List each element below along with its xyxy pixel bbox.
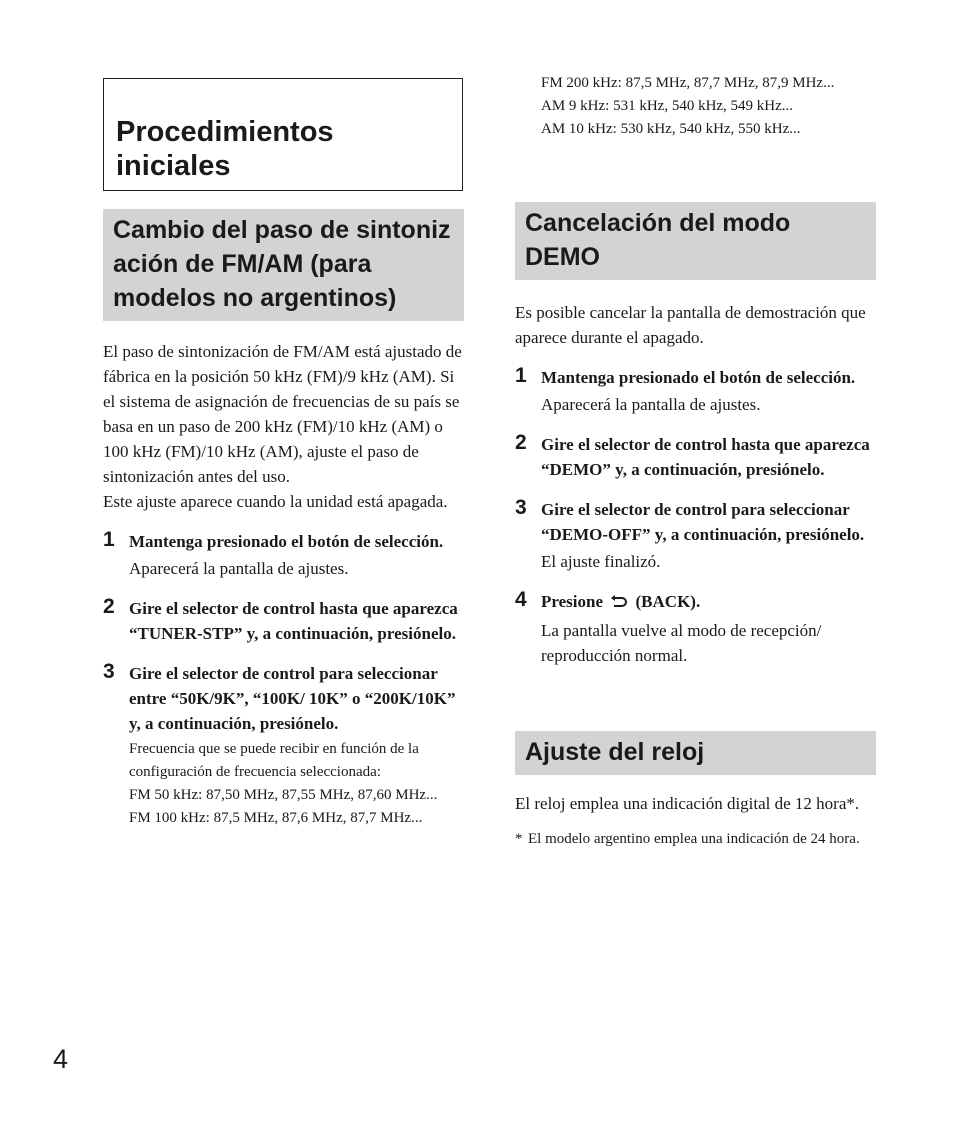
clock-heading: Ajuste del reloj [515, 731, 876, 775]
tuning-step-2 [103, 596, 465, 646]
step-title: Gire el selector de control para seleccionar entre “50K/9K”, “100K/ 10K” o “200K/10K” y, a continuación, presiónelo. [129, 664, 456, 733]
demo-step-4 [515, 589, 877, 668]
step-number: 1 [103, 528, 115, 551]
right-column [515, 72, 877, 851]
tuning-intro-note: Este ajuste aparece cuando la unidad está apagada. [103, 492, 448, 511]
step-number: 4 [515, 588, 527, 611]
frequency-am-9: AM 9 kHz: 531 kHz, 540 kHz, 549 kHz... [541, 98, 794, 114]
frequency-fm-100: FM 100 kHz: 87,5 MHz, 87,6 MHz, 87,7 MHz... [129, 810, 423, 826]
step-description: El ajuste finalizó. [541, 552, 661, 571]
step-number: 3 [515, 496, 527, 519]
frequency-am-10: AM 10 kHz: 530 kHz, 540 kHz, 550 kHz... [541, 121, 801, 137]
demo-step-2 [515, 432, 877, 482]
tuning-step-heading: Cambio del paso de sintoniz ación de FM/AM (para modelos no argentinos) [103, 209, 464, 321]
demo-heading: Cancelación del modo DEMO [515, 202, 876, 280]
tuning-step-1 [103, 529, 465, 581]
step-title: Mantenga presionado el botón de selección. [129, 532, 444, 551]
step-number: 1 [515, 364, 527, 387]
frequency-fm-200: FM 200 kHz: 87,5 MHz, 87,7 MHz, 87,9 MHz... [541, 75, 835, 91]
step-title: Mantenga presionado el botón de selección. [541, 368, 856, 387]
demo-step-1 [515, 365, 877, 417]
back-arrow-icon [610, 591, 628, 616]
step-description: La pantalla vuelve al modo de recepción/ reproducción normal. [541, 621, 822, 665]
tuning-step-3 [103, 661, 465, 830]
chapter-title: Procedimientos iniciales [103, 78, 463, 191]
step-number: 2 [515, 431, 527, 454]
step-number: 2 [103, 595, 115, 618]
step-title [541, 589, 877, 616]
step-description: Aparecerá la pantalla de ajustes. [541, 395, 761, 414]
step-title: Gire el selector de control hasta que aparezca “TUNER-STP” y, a continuación, presiónelo. [129, 599, 458, 643]
clock-intro: El reloj emplea una indicación digital de 12 hora*. [515, 794, 860, 813]
frequency-intro: Frecuencia que se puede recibir en función de la configuración de frecuencia seleccionada: [129, 741, 419, 780]
step-title: Gire el selector de control para seleccionar “DEMO-OFF” y, a continuación, presiónelo. [541, 500, 865, 544]
footnote-mark: * [515, 831, 523, 847]
demo-intro: Es posible cancelar la pantalla de demostración que aparece durante el apagado. [515, 303, 866, 347]
demo-step-3 [515, 497, 877, 574]
clock-footnote [515, 828, 877, 851]
tuning-intro: El paso de sintonización de FM/AM está ajustado de fábrica en la posición 50 kHz (FM)/9 kHz (AM). Si el sistema de asignación de frecuencias de su país se basa en un paso de 200 kHz (FM)/10 kHz (AM) o 100 kHz (FM)/10 kHz (AM), ajuste el paso de sintonización antes del uso. [103, 342, 462, 486]
step-title-post: (BACK). [635, 592, 701, 611]
page-number: 4 [53, 1044, 69, 1074]
step-number: 3 [103, 660, 115, 683]
step-title: Gire el selector de control hasta que aparezca “DEMO” y, a continuación, presiónelo. [541, 435, 870, 479]
frequency-fm-50: FM 50 kHz: 87,50 MHz, 87,55 MHz, 87,60 MHz... [129, 787, 438, 803]
step-description: Aparecerá la pantalla de ajustes. [129, 559, 349, 578]
footnote-text: El modelo argentino emplea una indicación de 24 hora. [528, 831, 860, 847]
frequency-continued [515, 72, 877, 141]
step-title-pre: Presione [541, 592, 604, 611]
left-column [103, 78, 465, 830]
